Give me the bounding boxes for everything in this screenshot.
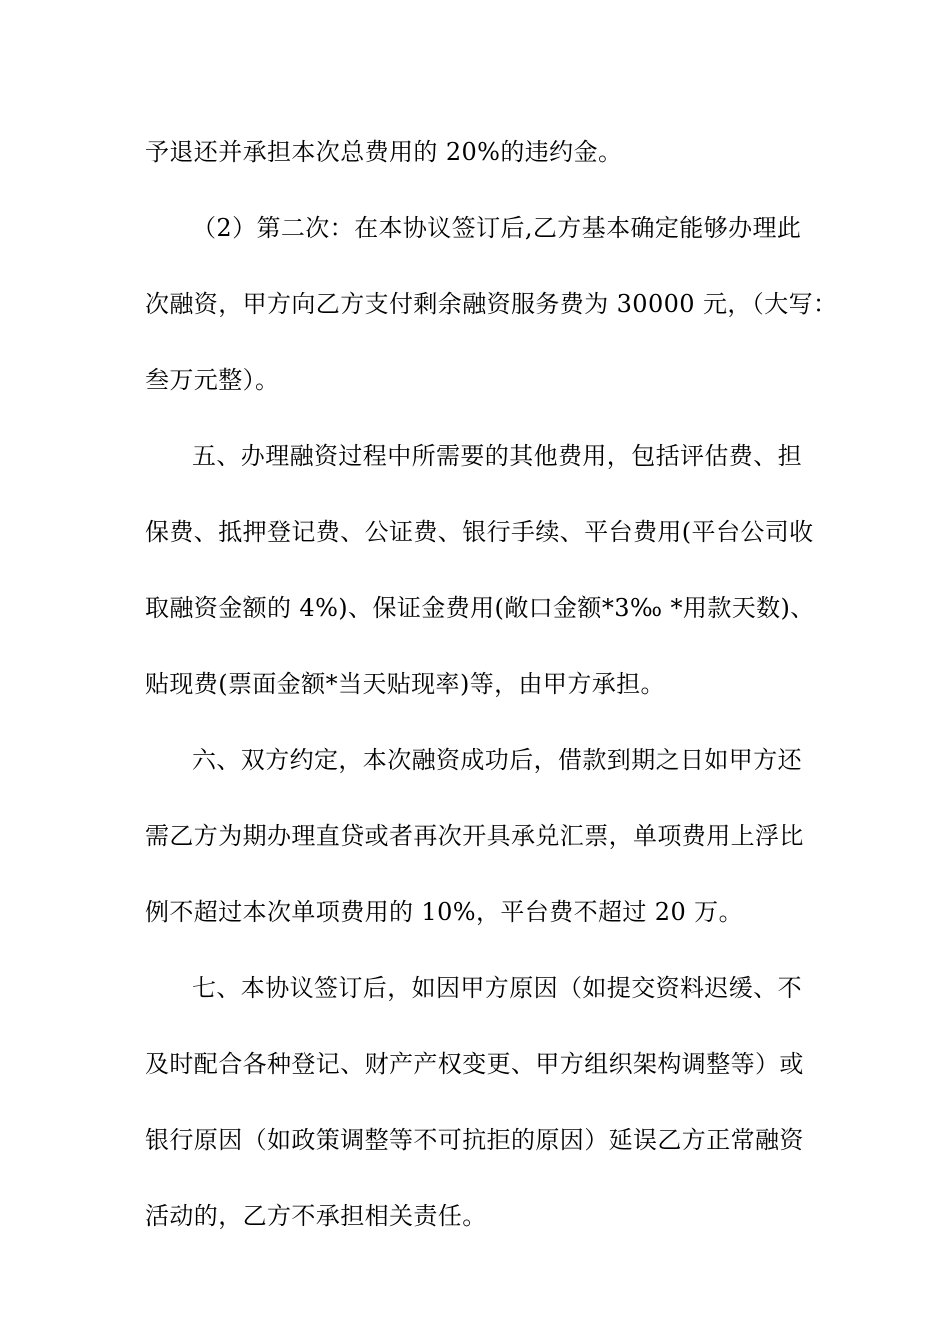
text-line-11: 例不超过本次单项费用的 10%，平台费不超过 20 万。 xyxy=(145,898,743,926)
text-line-5: 五、办理融资过程中所需要的其他费用，包括评估费、担 xyxy=(192,442,802,470)
text-line-4: 叁万元整）。 xyxy=(145,366,280,394)
text-line-15: 活动的，乙方不承担相关责任。 xyxy=(145,1202,487,1230)
text-line-12: 七、本协议签订后，如因甲方原因（如提交资料迟缓、不 xyxy=(192,974,802,1002)
text-line-13: 及时配合各种登记、财产产权变更、甲方组织架构调整等）或 xyxy=(145,1050,804,1078)
text-line-9: 六、双方约定，本次融资成功后，借款到期之日如甲方还 xyxy=(192,746,802,774)
text-line-10: 需乙方为期办理直贷或者再次开具承兑汇票，单项费用上浮比 xyxy=(145,822,804,850)
text-line-14: 银行原因（如政策调整等不可抗拒的原因）延误乙方正常融资 xyxy=(145,1126,804,1154)
text-line-8: 贴现费(票面金额*当天贴现率)等，由甲方承担。 xyxy=(145,670,665,698)
text-line-7: 取融资金额的 4%)、保证金费用(敞口金额*3‰ *用款天数)、 xyxy=(145,594,815,622)
text-line-2: （2）第二次：在本协议签订后,乙方基本确定能够办理此 xyxy=(192,214,802,242)
text-line-6: 保费、抵押登记费、公证费、银行手续、平台费用(平台公司收 xyxy=(145,518,814,546)
text-line-1: 予退还并承担本次总费用的 20%的违约金。 xyxy=(145,138,623,166)
text-line-3: 次融资，甲方向乙方支付剩余融资服务费为 30000 元，（大写： xyxy=(145,290,838,318)
